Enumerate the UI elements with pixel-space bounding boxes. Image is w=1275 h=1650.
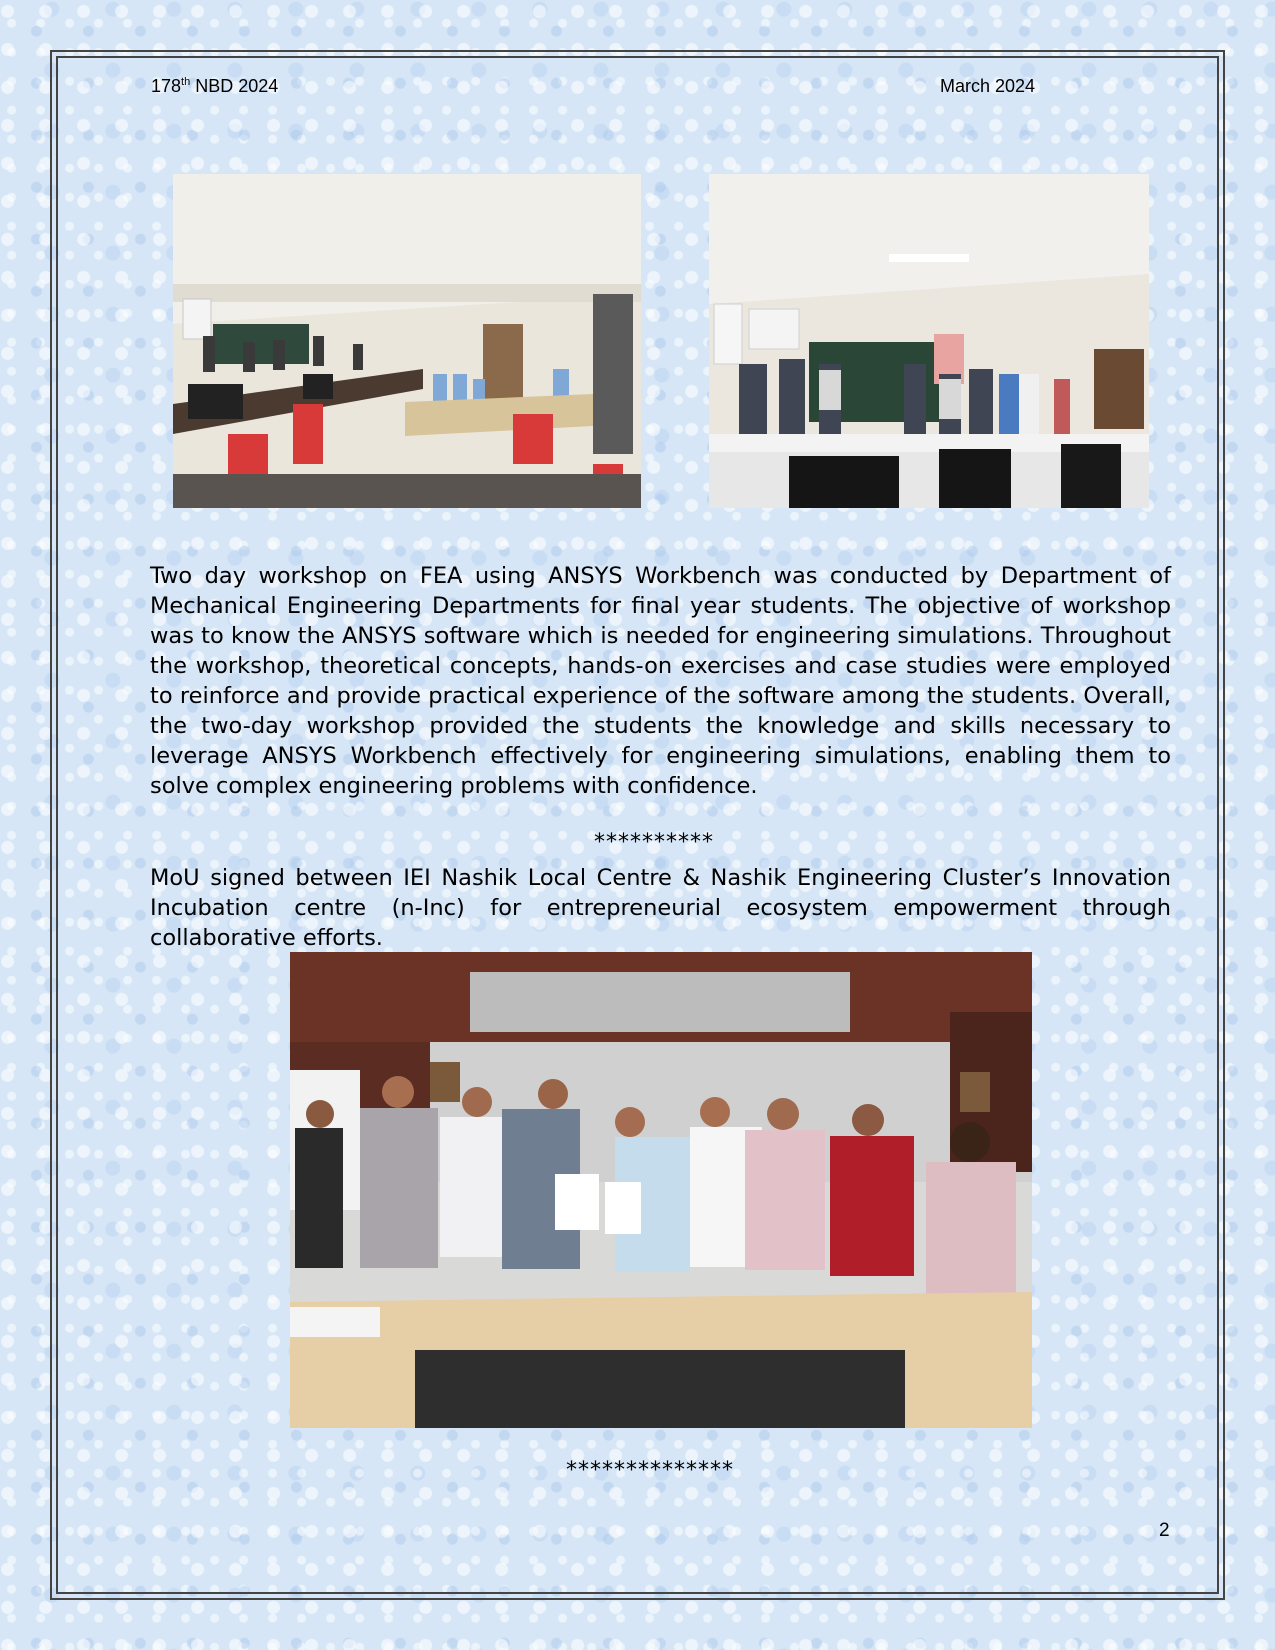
workshop-felicitation-photo <box>709 174 1149 508</box>
mou-signing-photo <box>290 952 1032 1428</box>
workshop-description: Two day workshop on FEA using ANSYS Workbench was conducted by Department of Mechanical Engineering Departments for final year students. The objective of workshop was to know the ANSYS software which is needed for engineering simulations. Throughout the workshop, theoretical concepts, hands-on exercises and case studies were employed to reinforce and provide practical experience of the software among the students. Overall, the two-day workshop provided the students the knowledge and skills necessary to leverage ANSYS Workbench effectively for engineering simulations, enabling them to solve complex engineering problems with confidence. <box>150 563 1171 799</box>
mou-description: MoU signed between IEI Nashik Local Centre & Nashik Engineering Cluster’s Innovation Incubation centre (n-Inc) for entrepreneurial ecosystem empowerment through collaborative efforts. <box>150 865 1171 951</box>
workshop-lab-photo <box>173 174 641 508</box>
page-number: 2 <box>1159 1520 1170 1541</box>
newsletter-date: March 2024 <box>940 76 1036 96</box>
newsletter-issue: 178th NBD 2024 <box>151 76 279 96</box>
separator-stars-2: ************** <box>566 1458 734 1483</box>
separator-stars-1: ********** <box>594 830 714 855</box>
